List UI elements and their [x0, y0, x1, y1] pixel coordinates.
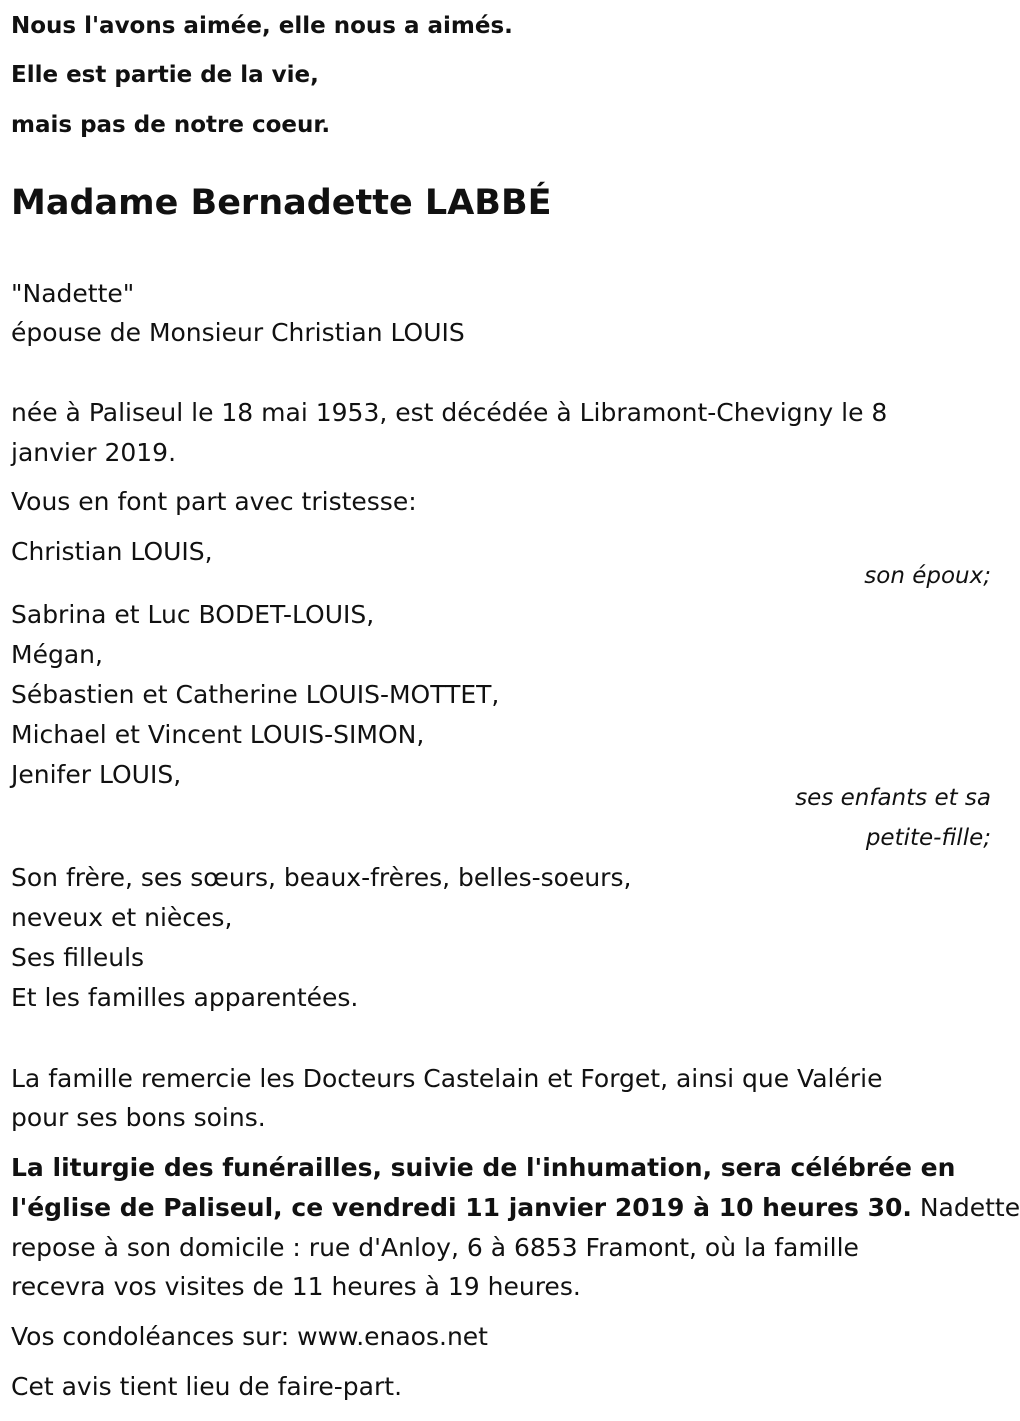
funeral-date-text: l'église de Paliseul, ce vendredi 11 janvier 2019 à 10 heures 30.	[11, 1193, 912, 1222]
birth-death-line-1: née à Paliseul le 18 mai 1953, est décédée à Libramont-Chevigny le 8	[11, 398, 888, 427]
child-name: Mégan,	[11, 640, 103, 669]
other-family-line: Son frère, ses sœurs, beaux-frères, belles-soeurs,	[11, 863, 632, 892]
other-family-line: Ses filleuls	[11, 943, 145, 972]
spouse-name: Christian LOUIS,	[11, 537, 213, 566]
children-relation-line-1: ses enfants et sa	[795, 785, 991, 811]
funeral-line-1: La liturgie des funérailles, suivie de l'inhumation, sera célébrée en	[11, 1153, 956, 1182]
funeral-line-3: repose à son domicile : rue d'Anloy, 6 à 6853 Framont, où la famille	[11, 1233, 859, 1262]
spouse-relation: son époux;	[864, 563, 991, 589]
thanks-line-1: La famille remercie les Docteurs Castelain et Forget, ainsi que Valérie	[11, 1064, 883, 1093]
spouse-line: épouse de Monsieur Christian LOUIS	[11, 318, 465, 347]
other-family-line: Et les familles apparentées.	[11, 983, 359, 1012]
epitaph-line-3: mais pas de notre coeur.	[11, 112, 331, 138]
closing-line: Cet avis tient lieu de faire-part.	[11, 1372, 403, 1401]
birth-death-line-2: janvier 2019.	[11, 438, 177, 467]
children-relation-line-2: petite-fille;	[865, 825, 991, 851]
deceased-name: Madame Bernadette LABBÉ	[11, 183, 552, 223]
thanks-line-2: pour ses bons soins.	[11, 1103, 266, 1132]
funeral-after-text: Nadette	[911, 1193, 1020, 1222]
funeral-line-2	[11, 1195, 1020, 1220]
announcement-intro: Vous en font part avec tristesse:	[11, 487, 417, 516]
funeral-line-4: recevra vos visites de 11 heures à 19 heures.	[11, 1272, 581, 1301]
epitaph-line-1: Nous l'avons aimée, elle nous a aimés.	[11, 13, 513, 39]
child-name: Sabrina et Luc BODET-LOUIS,	[11, 600, 375, 629]
condolences-line: Vos condoléances sur: www.enaos.net	[11, 1322, 488, 1351]
other-family-line: neveux et nièces,	[11, 903, 233, 932]
child-name: Jenifer LOUIS,	[11, 760, 182, 789]
child-name: Michael et Vincent LOUIS-SIMON,	[11, 720, 425, 749]
epitaph-line-2: Elle est partie de la vie,	[11, 62, 319, 88]
child-name: Sébastien et Catherine LOUIS-MOTTET,	[11, 680, 500, 709]
nickname: "Nadette"	[11, 279, 135, 308]
